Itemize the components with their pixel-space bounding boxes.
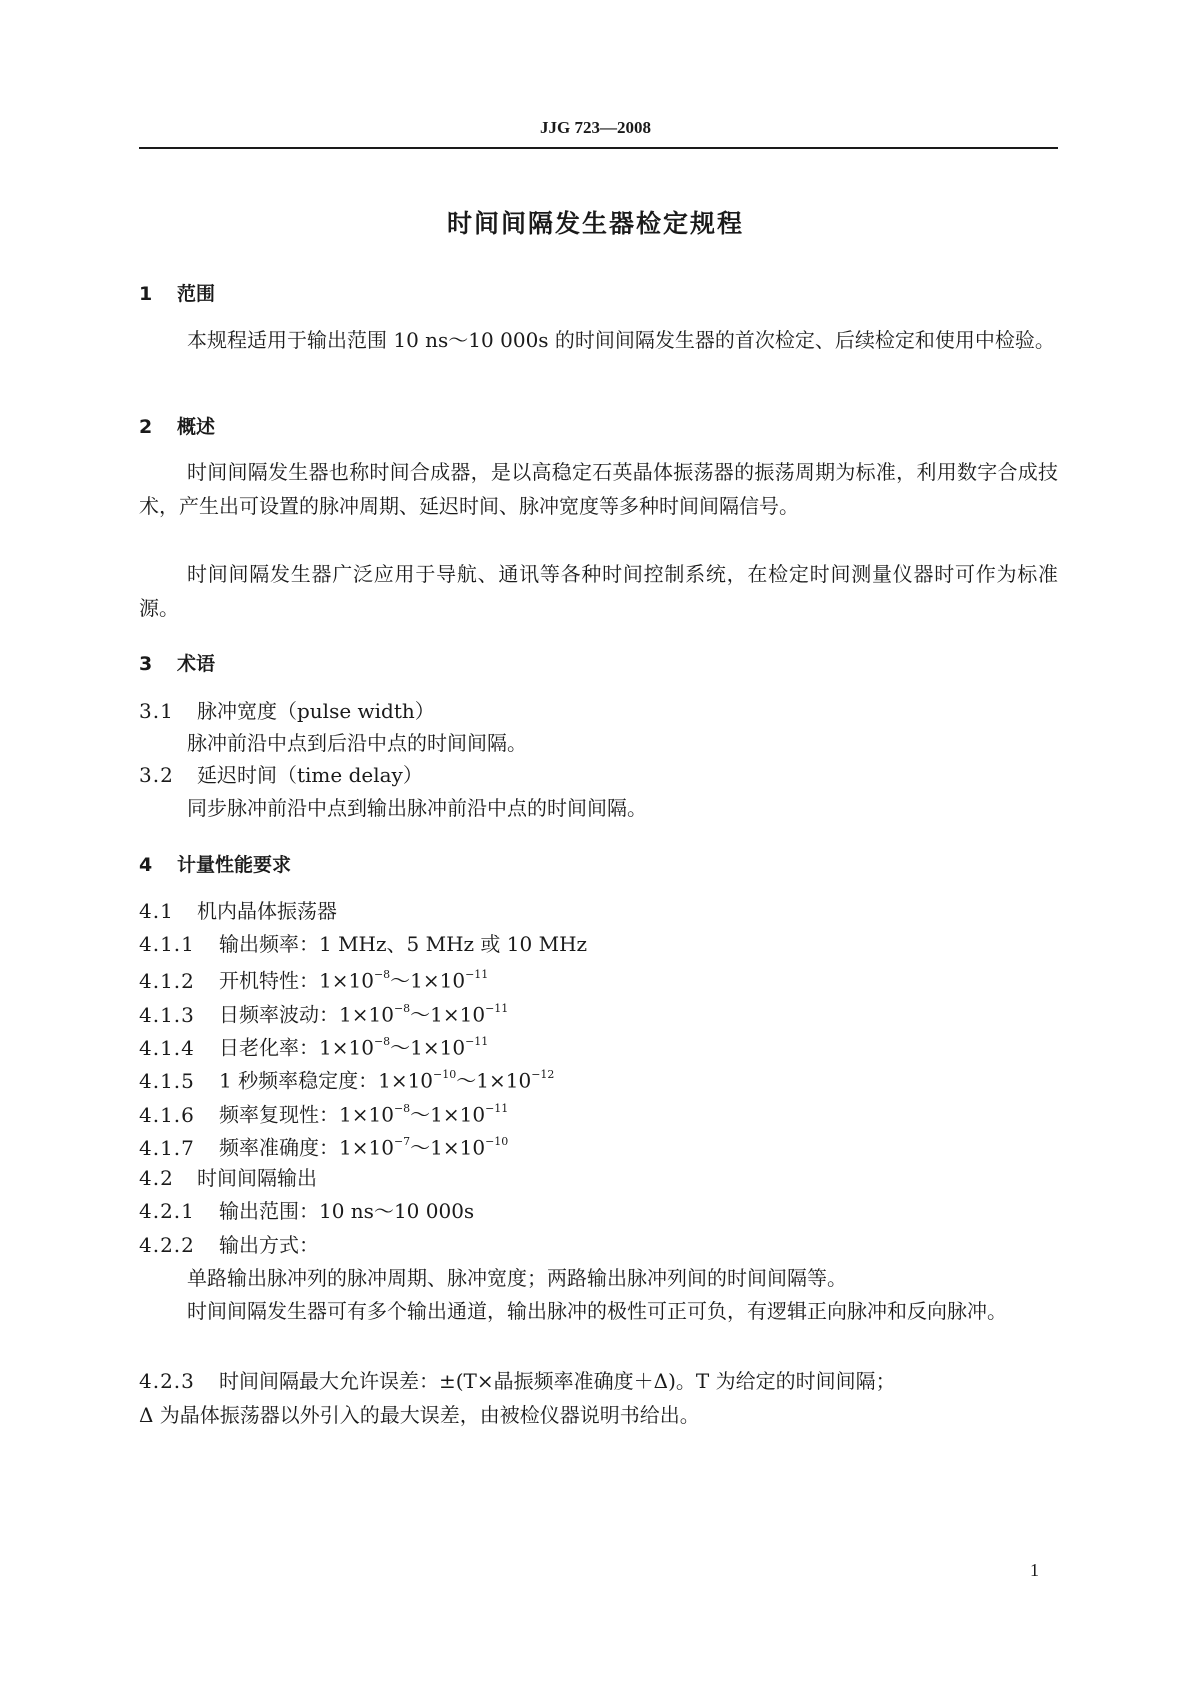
exponent-to: −10 bbox=[485, 1135, 509, 1148]
exponent-from: −8 bbox=[373, 1035, 391, 1048]
value-to: ～1×10 bbox=[390, 968, 466, 993]
value-from: 1×10 bbox=[339, 1102, 394, 1127]
exponent-to: −11 bbox=[485, 1102, 509, 1115]
section-title: 术语 bbox=[177, 653, 216, 675]
scope-paragraph: 本规程适用于输出范围 10 ns～10 000s 的时间间隔发生器的首次检定、后续检定和使用中检验。 bbox=[187, 328, 1055, 352]
section-title: 概述 bbox=[177, 416, 216, 438]
clause-text: 输出方式： bbox=[219, 1233, 319, 1257]
clause-number: 4.1.7 bbox=[139, 1135, 195, 1160]
value-to: ～1×10 bbox=[410, 1002, 486, 1027]
clause-number: 4.2.2 bbox=[139, 1233, 195, 1257]
value-from: 1×10 bbox=[339, 1002, 394, 1027]
value-to: ～1×10 bbox=[410, 1102, 486, 1127]
section-number: 2 bbox=[139, 416, 153, 438]
output-mode-paragraph-2: 时间间隔发生器可有多个输出通道，输出脉冲的极性可正可负，有逻辑正向脉冲和反向脉冲。 bbox=[187, 1299, 1007, 1323]
section-number: 1 bbox=[139, 283, 153, 305]
term-text: 脉冲宽度（pulse width） bbox=[197, 699, 435, 723]
value-from: 1×10 bbox=[339, 1135, 394, 1160]
clause-number: 4.2.3 bbox=[139, 1369, 195, 1393]
clause-4-1-4 bbox=[139, 1030, 488, 1062]
section-3-heading bbox=[139, 649, 215, 676]
exponent-to: −11 bbox=[465, 1035, 489, 1048]
clause-4-1-2 bbox=[139, 963, 488, 995]
exponent-from: −8 bbox=[373, 968, 391, 981]
clause-label: 开机特性： bbox=[219, 968, 319, 993]
term-text: 延迟时间（time delay） bbox=[197, 763, 423, 787]
clause-4-2-1 bbox=[139, 1197, 474, 1225]
standard-code-header: JJG 723—2008 bbox=[540, 118, 651, 137]
clause-text: 时间间隔最大允许误差：±(T×晶振频率准确度＋Δ)。T 为给定的时间间隔； bbox=[219, 1369, 896, 1393]
document-title: 时间间隔发生器检定规程 bbox=[446, 209, 744, 238]
clause-label: 日老化率： bbox=[219, 1035, 319, 1060]
clause-number: 4.2.1 bbox=[139, 1199, 195, 1223]
clause-4-1-3 bbox=[139, 997, 508, 1029]
term-3-1-definition: 脉冲前沿中点到后沿中点的时间间隔。 bbox=[187, 731, 527, 755]
value-to: ～1×10 bbox=[390, 1035, 466, 1060]
term-3-2 bbox=[139, 761, 423, 789]
value-from: 1×10 bbox=[378, 1068, 434, 1093]
clause-4-1-6 bbox=[139, 1097, 508, 1129]
section-2-heading bbox=[139, 412, 215, 439]
clause-4-2-3 bbox=[139, 1367, 896, 1395]
clause-number: 4.1.5 bbox=[139, 1068, 195, 1093]
clause-text: 时间间隔输出 bbox=[197, 1166, 317, 1190]
clause-text: 机内晶体振荡器 bbox=[197, 899, 337, 923]
clause-text: 输出范围：10 ns～10 000s bbox=[219, 1199, 475, 1223]
section-1-heading bbox=[139, 279, 215, 306]
term-3-2-definition: 同步脉冲前沿中点到输出脉冲前沿中点的时间间隔。 bbox=[187, 796, 647, 820]
clause-label: 1 秒频率稳定度： bbox=[219, 1068, 379, 1093]
value-to: ～1×10 bbox=[410, 1135, 486, 1160]
clause-4-1-5 bbox=[139, 1063, 554, 1095]
exponent-from: −7 bbox=[393, 1135, 411, 1148]
overview-paragraph-1: 时间间隔发生器也称时间合成器，是以高稳定石英晶体振荡器的振荡周期为标准，利用数字合成技术，产生出可设置的脉冲周期、延迟时间、脉冲宽度等多种时间间隔信号。 bbox=[139, 460, 1058, 518]
page-number: 1 bbox=[1030, 1560, 1039, 1580]
clause-number: 4.1.3 bbox=[139, 1002, 195, 1027]
header-rule bbox=[139, 147, 1058, 149]
section-number: 4 bbox=[139, 854, 153, 876]
overview-paragraph-2: 时间间隔发生器广泛应用于导航、通讯等各种时间控制系统，在检定时间测量仪器时可作为标准源。 bbox=[139, 562, 1058, 620]
section-title: 计量性能要求 bbox=[177, 854, 292, 876]
clause-number: 3.2 bbox=[139, 763, 174, 787]
section-title: 范围 bbox=[177, 283, 216, 305]
clause-4-1 bbox=[139, 897, 337, 925]
clause-number: 4.1.4 bbox=[139, 1035, 195, 1060]
value-from: 1×10 bbox=[319, 1035, 374, 1060]
exponent-from: −8 bbox=[393, 1002, 411, 1015]
exponent-to: −11 bbox=[465, 968, 489, 981]
clause-number: 4.1 bbox=[139, 899, 174, 923]
output-mode-paragraph-1: 单路输出脉冲列的脉冲周期、脉冲宽度；两路输出脉冲列间的时间间隔等。 bbox=[187, 1266, 847, 1290]
clause-number: 4.2 bbox=[139, 1166, 174, 1190]
value-to: ～1×10 bbox=[456, 1068, 532, 1093]
exponent-from: −8 bbox=[393, 1102, 411, 1115]
clause-number: 4.1.6 bbox=[139, 1102, 195, 1127]
value-from: 1×10 bbox=[319, 968, 374, 993]
clause-number: 4.1.1 bbox=[139, 932, 195, 956]
section-4-heading bbox=[139, 850, 291, 877]
exponent-to: −12 bbox=[531, 1068, 555, 1081]
clause-label: 频率准确度： bbox=[219, 1135, 339, 1160]
clause-number: 3.1 bbox=[139, 699, 174, 723]
clause-label: 日频率波动： bbox=[219, 1002, 339, 1027]
section-number: 3 bbox=[139, 653, 153, 675]
clause-4-1-1 bbox=[139, 930, 587, 958]
clause-number: 4.1.2 bbox=[139, 968, 195, 993]
clause-4-2 bbox=[139, 1164, 317, 1192]
exponent-from: −10 bbox=[433, 1068, 457, 1081]
clause-text: 输出频率：1 MHz、5 MHz 或 10 MHz bbox=[219, 932, 588, 956]
term-3-1 bbox=[139, 697, 435, 725]
clause-label: 频率复现性： bbox=[219, 1102, 339, 1127]
exponent-to: −11 bbox=[485, 1002, 509, 1015]
clause-4-1-7 bbox=[139, 1130, 508, 1162]
clause-4-2-3-continued: Δ 为晶体振荡器以外引入的最大误差，由被检仪器说明书给出。 bbox=[139, 1403, 700, 1427]
clause-4-2-2 bbox=[139, 1231, 319, 1259]
